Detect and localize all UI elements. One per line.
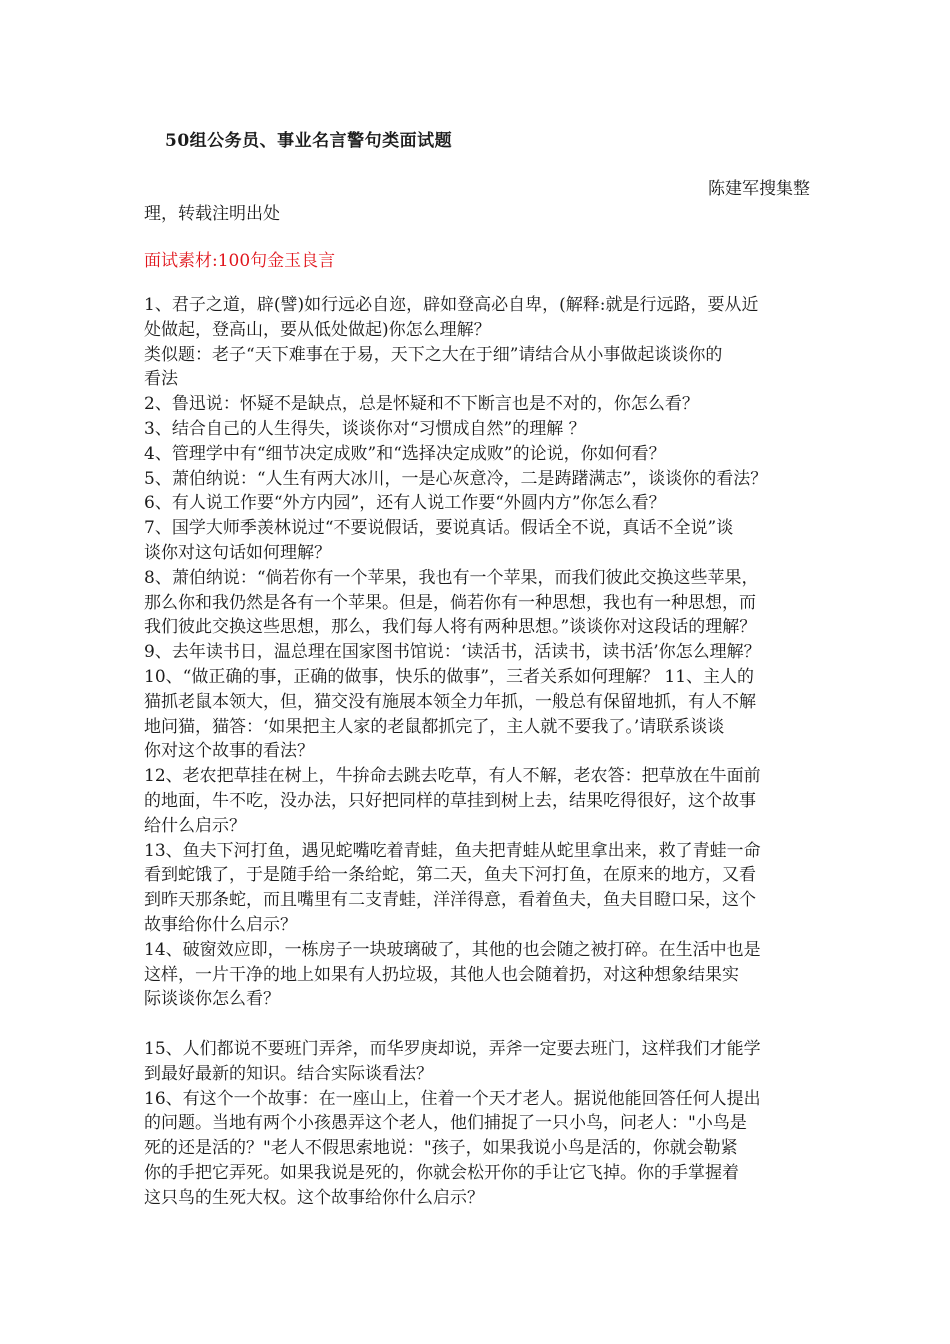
text-line: 的问题。当地有两个小孩愚弄这个老人，他们捕捉了一只小鸟，问老人："小鸟是 <box>144 1113 747 1134</box>
text-line: 的地面，牛不吃，没办法，只好把同样的草挂到树上去，结果吃得很好，这个故事 <box>144 790 756 811</box>
text-line: 死的还是活的？"老人不假思索地说："孩子，如果我说小鸟是活的，你就会勒紧 <box>144 1138 738 1159</box>
document-title: 50组公务员、事业名言警句类面试题 <box>165 131 453 151</box>
text-line: 到最好最新的知识。结合实际谈看法？ <box>144 1063 433 1084</box>
text-line <box>144 1012 818 1037</box>
text-line: 8、萧伯纳说：“倘若你有一个苹果，我也有一个苹果，而我们彼此交换这些苹果， <box>144 567 759 588</box>
question-list <box>144 293 818 1210</box>
text-line: 15、人们都说不要班门弄斧，而华罗庚却说，弄斧一定要去班门，这样我们才能学 <box>144 1038 761 1059</box>
author-credit-line-1: 陈建军搜集整 <box>708 179 810 199</box>
text-line: 1、君子之道，辟(譬)如行远必自迩，辟如登高必自卑，(解释:就是行远路，要从近 <box>144 295 759 315</box>
material-heading: 面试素材:100句金玉良言 <box>144 251 336 271</box>
text-line: 给什么启示？ <box>144 815 246 836</box>
text-line: 16、有这个一个故事：在一座山上，住着一个天才老人。据说他能回答任何人提出 <box>144 1088 761 1109</box>
text-line: 4、管理学中有“细节决定成败”和“选择决定成败”的论说，你如何看？ <box>144 443 666 464</box>
text-line: 14、破窗效应即，一栋房子一块玻璃破了，其他的也会随之被打碎。在生活中也是 <box>144 939 761 960</box>
text-line: 地问猫，猫答：‘如果把主人家的老鼠都抓完了，主人就不要我了。’请联系谈谈 <box>144 716 725 737</box>
author-credit-line-2: 理，转载注明出处 <box>144 204 280 224</box>
text-line: 际谈谈你怎么看？ <box>144 989 280 1010</box>
text-line: 2、鲁迅说：怀疑不是缺点，总是怀疑和不下断言也是不对的，你怎么看？ <box>144 394 699 415</box>
text-line: 你对这个故事的看法？ <box>144 741 314 762</box>
text-line: 这只鸟的生死大权。这个故事给你什么启示？ <box>144 1187 484 1208</box>
text-line: 看到蛇饿了，于是随手给一条给蛇，第二天，鱼夫下河打鱼，在原来的地方，又看 <box>144 865 756 886</box>
text-line: 10、“做正确的事，正确的做事，快乐的做事”，三者关系如何理解？ 11、主人的 <box>144 666 755 687</box>
text-line: 6、有人说工作要“外方内园”，还有人说工作要“外圆内方”你怎么看？ <box>144 493 666 514</box>
text-line: 类似题：老子“天下难事在于易，天下之大在于细”请结合从小事做起谈谈你的 <box>144 344 723 365</box>
text-line: 我们彼此交换这些思想，那么，我们每人将有两种思想。”谈谈你对这段话的理解？ <box>144 617 757 638</box>
text-line: 13、鱼夫下河打鱼，遇见蛇嘴吃着青蛙，鱼夫把青蛙从蛇里拿出来，救了青蛙一命 <box>144 840 761 861</box>
text-line: 处做起，登高山，要从低处做起)你怎么理解？ <box>144 319 491 340</box>
text-line: 这样，一片干净的地上如果有人扔垃圾，其他人也会随着扔，对这种想象结果实 <box>144 964 739 985</box>
text-line: 猫抓老鼠本领大，但，猫交没有施展本领全力年抓，一般总有保留地抓，有人不解 <box>144 691 756 712</box>
text-line: 看法 <box>144 369 178 390</box>
text-line: 12、老农把草挂在树上，牛拚命去跳去吃草，有人不解，老农答：把草放在牛面前 <box>144 766 761 787</box>
text-line: 到昨天那条蛇，而且嘴里有二支青蛙，洋洋得意，看着鱼夫，鱼夫目瞪口呆，这个 <box>144 890 756 911</box>
text-line: 3、结合自己的人生得失，谈谈你对“习惯成自然”的理解 ？ <box>144 418 586 439</box>
text-line: 那么你和我仍然是各有一个苹果。但是，倘若你有一种思想，我也有一种思想，而 <box>144 592 756 613</box>
text-line: 7、国学大师季羡林说过“不要说假话，要说真话。假话全不说，真话不全说”谈 <box>144 518 734 539</box>
text-line: 9、去年读书日，温总理在国家图书馆说：‘读活书，活读书，读书活’你怎么理解？ <box>144 642 761 663</box>
text-line: 故事给你什么启示？ <box>144 914 297 935</box>
text-line: 谈你对这句话如何理解？ <box>144 542 331 563</box>
text-line: 5、萧伯纳说：“人生有两大冰川，一是心灰意冷，二是踌躇满志”，谈谈你的看法？ <box>144 468 768 489</box>
text-line: 你的手把它弄死。如果我说是死的，你就会松开你的手让它飞掉。你的手掌握着 <box>144 1162 739 1183</box>
